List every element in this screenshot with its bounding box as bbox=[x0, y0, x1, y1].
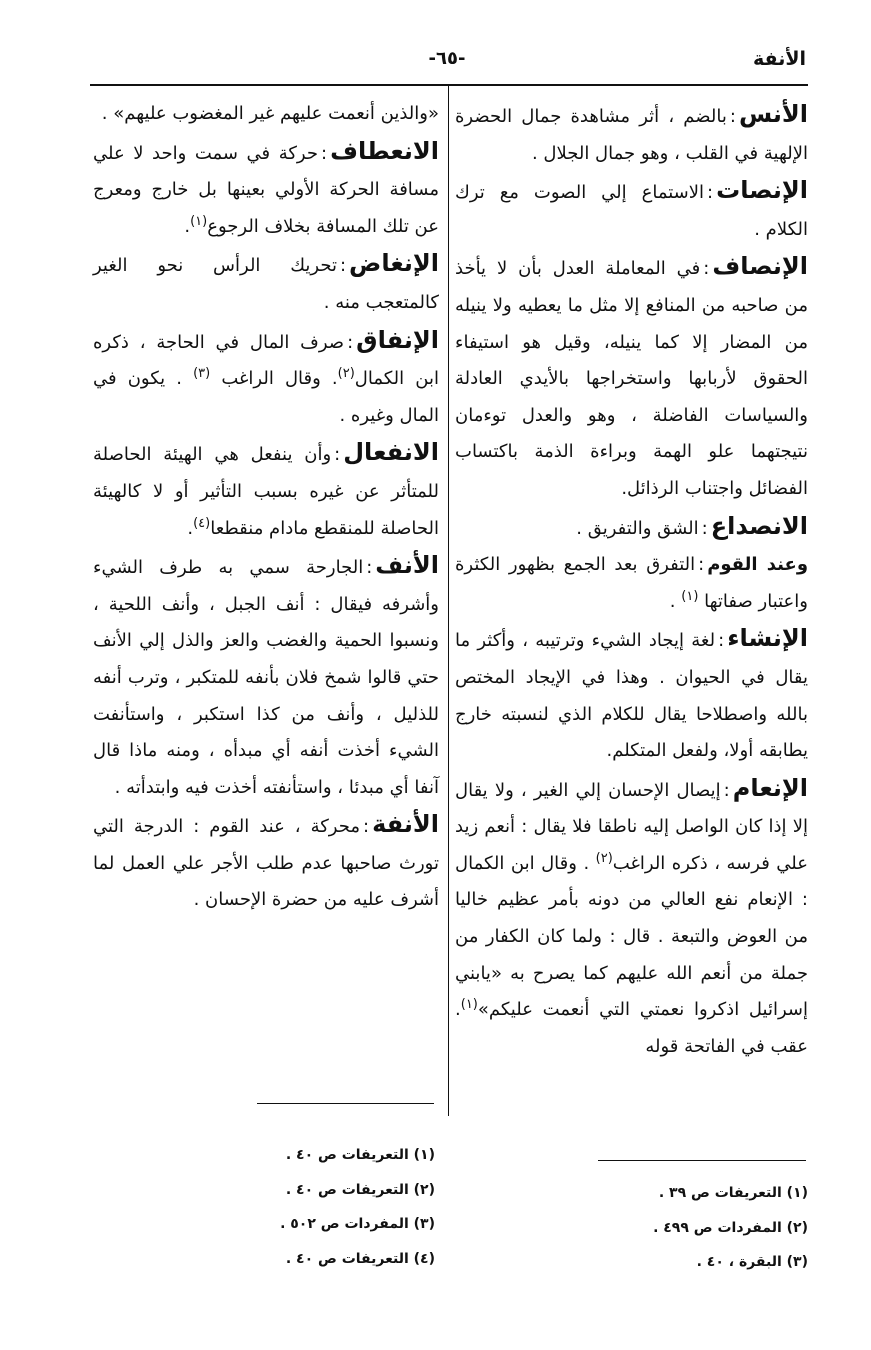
entry-text: حركة في سمت واحد لا علي مسافة الحركة الأولي بعينها بل خارج ومعرج عن تلك المسافة بخلاف الرجوع bbox=[93, 142, 439, 237]
entry-al-inghad: الإنغاض:تحريك الرأس نحو الغير كالمتعجب منه . bbox=[93, 249, 439, 313]
running-head bbox=[88, 46, 806, 80]
entry-term: الإنعام bbox=[732, 773, 808, 802]
entry-al-uns: الأنس:بالضم ، أثر مشاهدة جمال الحضرة الإلهية في القلب ، وهو جمال الجلال . bbox=[455, 100, 808, 164]
entry-al-insat: الإنصات:الاستماع إلي الصوت مع ترك الكلام . bbox=[455, 176, 808, 240]
continuation-quote: «والذين أنعمت عليهم غير المغضوب عليهم» . bbox=[101, 103, 439, 124]
footnote: (٣) المفردات ص ٥٠٢ . bbox=[280, 1216, 435, 1232]
entry-text: صرف المال في الحاجة ، ذكره ابن الكمال bbox=[93, 331, 439, 390]
footnotes-right bbox=[560, 1176, 808, 1280]
entry-term: الإنشاء bbox=[727, 624, 808, 653]
entry-al-insidaa-sufi: وعند القوم:التفرق بعد الجمع بظهور الكثرة واعتبار صفاتها $^{(١)}$ . bbox=[455, 554, 809, 612]
entry-text: محركة ، عند القوم : الدرجة التي تورث صاحبها عدم طلب الأجر علي العمل لما أشرف عليه من حضرة الإحسان . bbox=[93, 816, 439, 911]
entry-term: الانفعال bbox=[343, 438, 439, 467]
footnotes-left bbox=[250, 1138, 435, 1276]
entry-text: لغة إيجاد الشيء وترتيبه ، وأكثر ما يقال في الحيوان . وهذا في الإيجاد المختص بالله واصطلاحا يقال للكلام الذي لنسبته خارج يطابقه أولا، ولفعل المتكلم. bbox=[455, 630, 808, 762]
entry-al-inaitaf: الانعطاف:حركة في سمت واحد لا علي مسافة الحركة الأولي بعينها بل خارج ومعرج عن تلك المسافة بخلاف الرجوع$^{(١)}$. bbox=[93, 136, 439, 237]
entry-term: الانصداع bbox=[710, 511, 808, 540]
entry-text: التفرق بعد الجمع بظهور الكثرة واعتبار صفاتها bbox=[455, 554, 808, 612]
column-divider bbox=[448, 86, 449, 1116]
footnote: (٢) التعريفات ص ٤٠ . bbox=[285, 1181, 435, 1198]
entry-al-infiaal: الانفعال:وأن ينفعل هي الهيئة الحاصلة للمتأثر عن غيره بسبب التأثير أو لا كالهيئة الحاصلة للمنقطع مادام منقطعا$^{(٤)}$. bbox=[93, 438, 439, 539]
entry-al-inshaa: الإنشاء:لغة إيجاد الشيء وترتيبه ، وأكثر ما يقال في الحيوان . وهذا في الإيجاد المختص بالله واصطلاحا يقال للكلام الذي لنسبته خارج يطابقه أولا، ولفعل المتكلم. bbox=[455, 624, 808, 762]
entry-term: الإنفاق bbox=[356, 325, 439, 354]
footnote: (٣) البقرة ، ٤٠ . bbox=[696, 1254, 808, 1270]
entry-text-end: . bbox=[184, 215, 191, 237]
entry-text: بالضم ، أثر مشاهدة جمال الحضرة الإلهية في القلب ، وهو جمال الجلال . bbox=[455, 106, 808, 164]
entry-term: الانعطاف bbox=[330, 136, 439, 165]
entry-text: إيصال الإحسان إلي الغير ، ولا يقال إلا إذا كان الواصل إليه ناطقا فلا يقال : أنعم زيد علي فرسه ، ذكره الراغب bbox=[455, 779, 808, 874]
entry-text: . عقب في الفاتحة قوله bbox=[455, 999, 808, 1057]
entry-term: الإنغاض bbox=[349, 249, 439, 278]
entry-al-inaam: الإنعام:إيصال الإحسان إلي الغير ، ولا يقال إلا إذا كان الواصل إليه ناطقا فلا يقال : أنعم زيد علي فرسه ، ذكره الراغب$^{(٢)}$ . وقال ابن الكمال : الإنعام نفع العالي من دونه بأمر عظيم خاليا من العوض والتبعة . قال : ولما كان الكفار من جملة من أنعم الله عليهم كما يصرح به «يابني إسرائيل اذكروا نعمتي التي أنعمت عليكم»$^{(١)}$. عقب في الفاتحة قوله bbox=[455, 773, 808, 1057]
continuation-text bbox=[93, 96, 439, 133]
entry-text: الشق والتفريق . bbox=[576, 517, 699, 539]
footnote-ref: (١) bbox=[681, 588, 699, 604]
entry-term: الأنفة bbox=[372, 810, 439, 839]
footnote: (١) التعريفات ص ٣٩ . bbox=[658, 1185, 808, 1201]
entry-term: الإنصاف bbox=[712, 252, 808, 281]
footnote-ref: (١) bbox=[190, 213, 208, 229]
entry-text: تحريك الرأس نحو الغير كالمتعجب منه . bbox=[93, 255, 439, 313]
footnote-rule-left bbox=[257, 1103, 434, 1104]
entry-text: . وقال الراغب bbox=[210, 368, 338, 390]
footnote-rule-right bbox=[598, 1160, 806, 1161]
entry-term: الأنف bbox=[375, 551, 439, 580]
header-rule bbox=[90, 84, 808, 86]
entry-al-insaf: الإنصاف:في المعاملة العدل بأن لا يأخذ من صاحبه من المنافع إلا مثل ما يعطيه ولا ينيله من المضار إلا كما ينيله، وقيل هو استيفاء الحقوق لأربابها واستخراجها بالأيدي العادلة والسياسات الفاضلة ، وهو والعدل توءمان نتيجتهما علو الهمة وبراءة الذمة باكتساب الفضائل واجتناب الرذائل. bbox=[455, 252, 808, 499]
entry-al-anf: الأنف:الجارحة سمي به طرف الشيء وأشرفه فيقال : أنف الجبل ، وأنف اللحية ، ونسبوا الحمية والغضب والعز والذل إلي الأنف حتي قالوا شمخ فلان بأنفه للمتكبر ، وترب أنفه للذليل ، وأنف من كذا استكبر ، واستأنفت الشيء أخذت أنفه أي مبدأه ، ومنه ماذا قال آنفا أي مبدئا ، واستأنفته أخذت فيه وابتدأته . bbox=[93, 551, 439, 798]
entry-sublabel: وعند القوم bbox=[707, 554, 809, 576]
entry-text-end: . bbox=[669, 590, 682, 612]
entry-term: الإنصات bbox=[716, 176, 808, 205]
running-head-term: الأنفة bbox=[753, 48, 806, 70]
footnote: (١) التعريفات ص ٤٠ . bbox=[285, 1147, 435, 1163]
left-column bbox=[93, 96, 439, 919]
entry-term: الأنس bbox=[738, 100, 808, 128]
entry-text: وأن ينفعل هي الهيئة الحاصلة للمتأثر عن غيره بسبب التأثير أو لا كالهيئة الحاصلة للمنقطع مادام منقطعا bbox=[93, 444, 439, 539]
entry-text: . يكون في المال وغيره . bbox=[93, 368, 439, 426]
right-column bbox=[455, 96, 808, 1065]
footnote-ref: (٢) bbox=[595, 850, 613, 866]
footnote: (٤) التعريفات ص ٤٠ . bbox=[285, 1250, 435, 1267]
entry-text-end: . bbox=[187, 517, 194, 539]
entry-al-infaq: الإنفاق:صرف المال في الحاجة ، ذكره ابن الكمال$^{(٢)}$. وقال الراغب $^{(٣)}$ . يكون في المال وغيره . bbox=[93, 325, 439, 426]
entry-text: في المعاملة العدل بأن لا يأخذ من صاحبه من المنافع إلا مثل ما يعطيه ولا ينيله من المضار إلا كما ينيله، وقيل هو استيفاء الحقوق لأربابها واستخراجها بالأيدي العادلة والسياسات الفاضلة ، وهو والعدل توءمان نتيجتهما علو الهمة وبراءة الذمة باكتساب الفضائل واجتناب الرذائل. bbox=[455, 258, 808, 499]
footnote-ref: (٣) bbox=[193, 366, 211, 382]
footnote-ref: (٢) bbox=[337, 366, 355, 382]
entry-text: الاستماع إلي الصوت مع ترك الكلام . bbox=[455, 182, 808, 240]
footnote-ref: (٤) bbox=[193, 515, 211, 531]
entry-al-anafa: الأنفة:محركة ، عند القوم : الدرجة التي تورث صاحبها عدم طلب الأجر علي العمل لما أشرف عليه من حضرة الإحسان . bbox=[93, 810, 439, 911]
page-number: -٦٥- bbox=[428, 48, 466, 69]
entry-text: . وقال ابن الكمال : الإنعام نفع العالي من دونه بأمر عظيم خاليا من العوض والتبعة . قال : ولما كان الكفار من جملة من أنعم الله عليهم كما يصرح به «يابني إسرائيل اذكروا نعمتي التي أنعمت عليكم» bbox=[455, 852, 808, 1021]
entry-al-insidaa: الانصداع:الشق والتفريق . bbox=[576, 511, 808, 540]
footnote-ref: (١) bbox=[460, 997, 478, 1013]
entry-text: الجارحة سمي به طرف الشيء وأشرفه فيقال : أنف الجبل ، وأنف اللحية ، ونسبوا الحمية والغضب والعز والذل إلي الأنف حتي قالوا شمخ فلان بأنفه للمتكبر ، وترب أنفه للذليل ، وأنف من كذا استكبر ، واستأنفت الشيء أخذت أنفه أي مبدأه ، ومنه ماذا قال آنفا أي مبدئا ، واستأنفته أخذت فيه وابتدأته . bbox=[93, 557, 439, 798]
footnote: (٢) المفردات ص ٤٩٩ . bbox=[653, 1219, 808, 1236]
